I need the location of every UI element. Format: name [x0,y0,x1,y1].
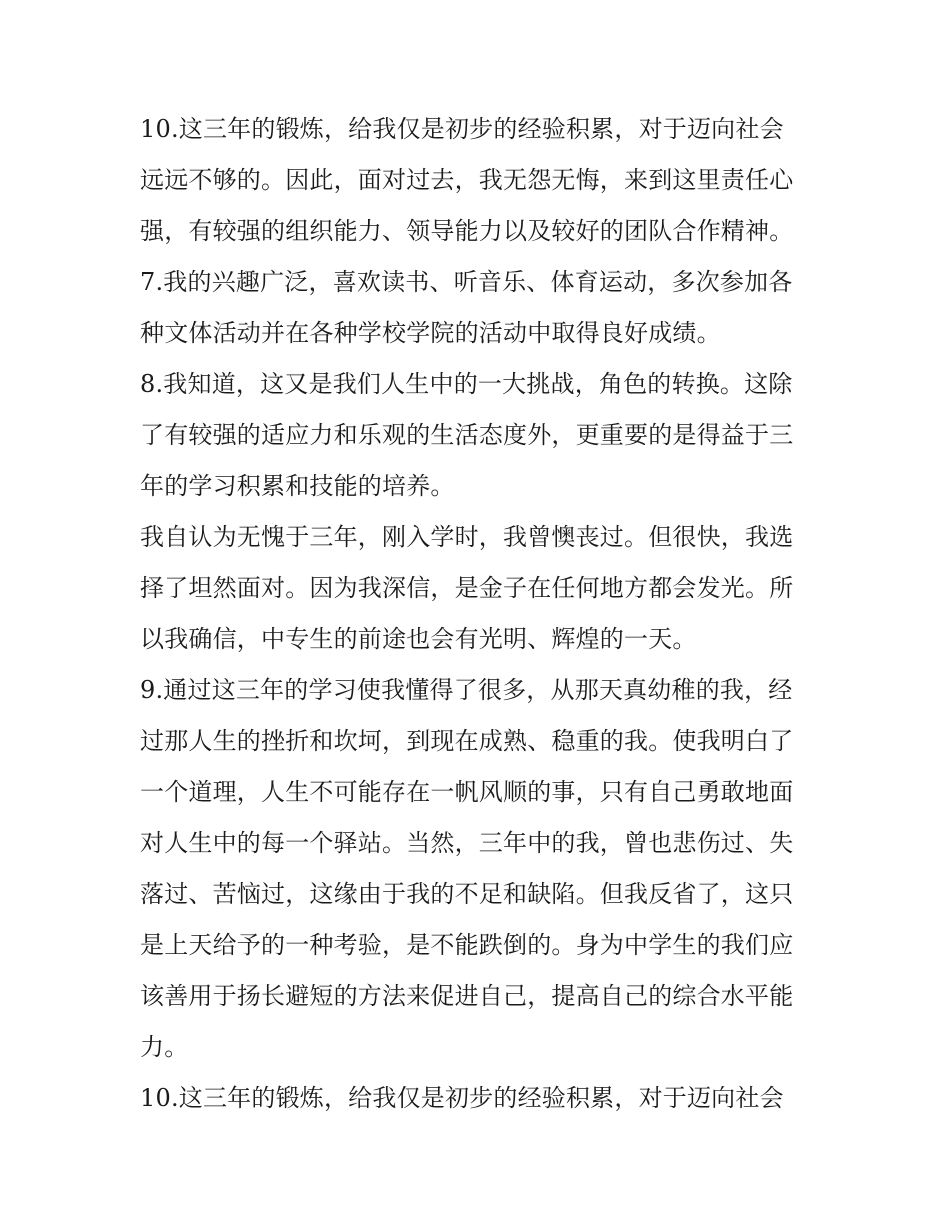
text-line: 种文体活动并在各种学校学院的活动中取得良好成绩。 [140,319,721,347]
text-line: 对人生中的每一个驿站。当然，三年中的我，曾也悲伤过、失 [140,829,794,857]
text-line: 7.我的兴趣广泛，喜欢读书、听音乐、体育运动，多次参加各 [140,268,793,296]
text-line: 9.通过这三年的学习使我懂得了很多，从那天真幼稚的我，经 [140,676,793,704]
text-line: 了有较强的适应力和乐观的生活态度外，更重要的是得益于三 [140,421,794,449]
text-line: 10.这三年的锻炼，给我仅是初步的经验积累，对于迈向社会 [140,115,784,143]
text-line: 力。 [140,1033,189,1061]
text-line: 年的学习积累和技能的培养。 [140,472,455,500]
text-line: 我自认为无愧于三年，刚入学时，我曾懊丧过。但很快，我选 [140,523,794,551]
text-line: 10.这三年的锻炼，给我仅是初步的经验积累，对于迈向社会 [140,1084,784,1112]
text-line: 该善用于扬长避短的方法来促进自己，提高自己的综合水平能 [140,982,794,1010]
text-line: 过那人生的挫折和坎坷，到现在成熟、稳重的我。使我明白了 [140,727,794,755]
text-line: 8.我知道，这又是我们人生中的一大挑战，角色的转换。这除 [140,370,793,398]
text-line: 择了坦然面对。因为我深信，是金子在任何地方都会发光。所 [140,574,794,602]
text-line: 落过、苦恼过，这缘由于我的不足和缺陷。但我反省了，这只 [140,880,794,908]
text-line: 一个道理，人生不可能存在一帆风顺的事，只有自己勇敢地面 [140,778,794,806]
text-line: 强，有较强的组织能力、领导能力以及较好的团队合作精神。 [140,217,794,245]
text-line: 是上天给予的一种考验，是不能跌倒的。身为中学生的我们应 [140,931,794,959]
text-line: 远远不够的。因此，面对过去，我无怨无悔，来到这里责任心 [140,166,794,194]
text-line: 以我确信，中专生的前途也会有光明、辉煌的一天。 [140,625,697,653]
document-body [140,104,820,1124]
